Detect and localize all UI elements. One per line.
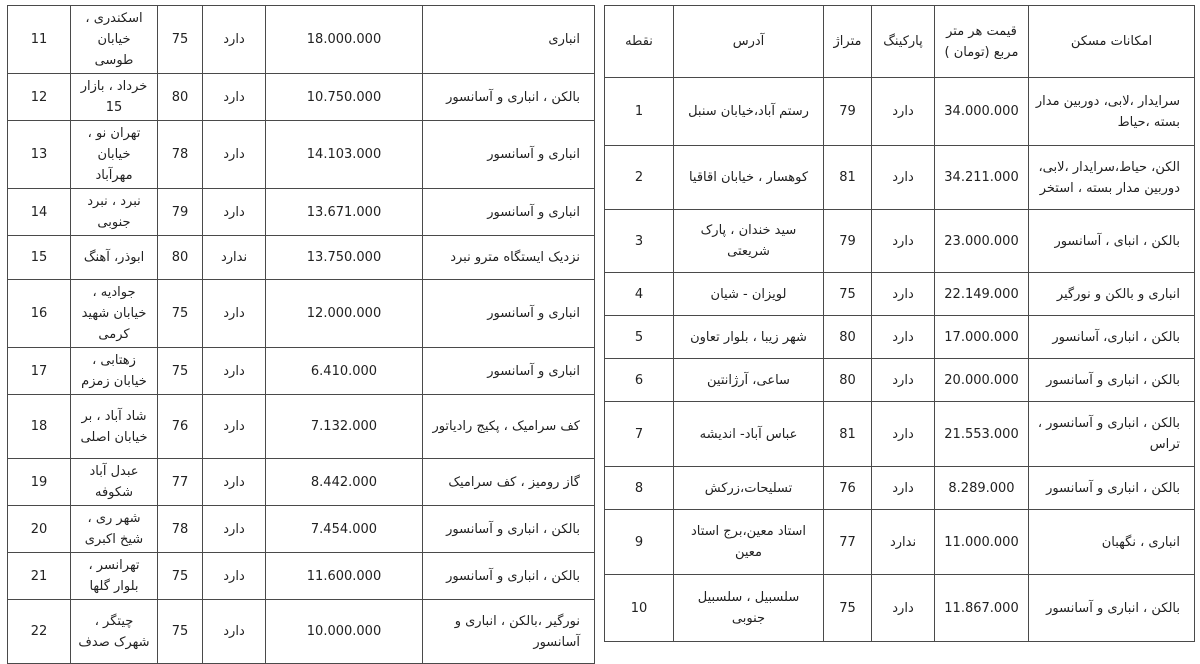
cell-price: 10.750.000	[266, 74, 423, 121]
cell-address: تهرانسر ، بلوار گلها	[71, 553, 158, 600]
cell-price: 13.671.000	[266, 189, 423, 236]
cell-point: 12	[8, 74, 71, 121]
cell-area: 75	[158, 553, 203, 600]
cell-parking: دارد	[872, 467, 935, 510]
cell-point: 20	[8, 506, 71, 553]
cell-amenities: انباری و بالکن و نورگیر	[1029, 273, 1195, 316]
cell-address: عباس آباد- اندیشه	[674, 402, 824, 467]
cell-address: چیتگر ، شهرک صدف	[71, 600, 158, 664]
table-row	[605, 210, 1195, 273]
cell-address: نبرد ، نبرد جنوبی	[71, 189, 158, 236]
cell-amenities: بالکن ، انباری و آسانسور	[1029, 575, 1195, 642]
cell-parking: ندارد	[203, 236, 266, 280]
cell-amenities: بالکن ، انباری و آسانسور	[423, 74, 595, 121]
header-address: آدرس	[674, 6, 824, 78]
cell-area: 75	[158, 6, 203, 74]
housing-table-left	[7, 5, 595, 664]
cell-area: 79	[824, 78, 872, 146]
cell-point: 19	[8, 459, 71, 506]
cell-area: 75	[158, 348, 203, 395]
cell-address: شهر ری ، شیخ اکبری	[71, 506, 158, 553]
table-row	[8, 459, 595, 506]
cell-area: 78	[158, 506, 203, 553]
cell-area: 79	[158, 189, 203, 236]
table-row	[605, 510, 1195, 575]
cell-amenities: انباری و آسانسور	[423, 348, 595, 395]
cell-point: 2	[605, 146, 674, 210]
cell-point: 15	[8, 236, 71, 280]
cell-point: 18	[8, 395, 71, 459]
header-amenities: امکانات مسکن	[1029, 6, 1195, 78]
cell-amenities: بالکن ، انباری و آسانسور	[423, 506, 595, 553]
cell-amenities: انباری ، نگهبان	[1029, 510, 1195, 575]
cell-price: 20.000.000	[935, 359, 1029, 402]
cell-address: ساعی، آرژانتین	[674, 359, 824, 402]
cell-price: 34.000.000	[935, 78, 1029, 146]
cell-price: 23.000.000	[935, 210, 1029, 273]
cell-amenities: بالکن ، انبای ، آسانسور	[1029, 210, 1195, 273]
cell-address: اسکندری ، خیابان طوسی	[71, 6, 158, 74]
cell-point: 11	[8, 6, 71, 74]
cell-parking: دارد	[203, 395, 266, 459]
cell-address: خرداد ، بازار 15	[71, 74, 158, 121]
cell-area: 79	[824, 210, 872, 273]
cell-area: 80	[158, 236, 203, 280]
cell-point: 5	[605, 316, 674, 359]
cell-parking: دارد	[203, 74, 266, 121]
table-row	[8, 236, 595, 280]
cell-parking: دارد	[872, 316, 935, 359]
cell-area: 75	[158, 280, 203, 348]
cell-area: 80	[824, 359, 872, 402]
cell-area: 80	[158, 74, 203, 121]
cell-parking: دارد	[872, 78, 935, 146]
cell-point: 14	[8, 189, 71, 236]
cell-price: 18.000.000	[266, 6, 423, 74]
header-price: قیمت هر متر مربع (تومان )	[935, 6, 1029, 78]
cell-price: 10.000.000	[266, 600, 423, 664]
cell-parking: دارد	[203, 600, 266, 664]
cell-price: 7.132.000	[266, 395, 423, 459]
cell-address: تسلیحات،زرکش	[674, 467, 824, 510]
cell-parking: دارد	[872, 359, 935, 402]
cell-price: 6.410.000	[266, 348, 423, 395]
header-area: متراژ	[824, 6, 872, 78]
cell-amenities: بالکن ، انباری و آسانسور	[1029, 359, 1195, 402]
cell-price: 21.553.000	[935, 402, 1029, 467]
cell-parking: دارد	[872, 273, 935, 316]
cell-parking: دارد	[203, 553, 266, 600]
cell-address: زهتابی ، خیابان زمزم	[71, 348, 158, 395]
table-row	[8, 121, 595, 189]
cell-point: 4	[605, 273, 674, 316]
cell-amenities: نزدیک ایستگاه مترو نبرد	[423, 236, 595, 280]
cell-amenities: نورگیر ،بالکن ، انباری و آسانسور	[423, 600, 595, 664]
cell-price: 22.149.000	[935, 273, 1029, 316]
cell-parking: دارد	[203, 280, 266, 348]
cell-area: 81	[824, 146, 872, 210]
cell-amenities: بالکن ، انباری و آسانسور	[423, 553, 595, 600]
cell-amenities: انباری و آسانسور	[423, 121, 595, 189]
cell-area: 80	[824, 316, 872, 359]
cell-price: 34.211.000	[935, 146, 1029, 210]
cell-price: 12.000.000	[266, 280, 423, 348]
cell-area: 75	[158, 600, 203, 664]
cell-point: 17	[8, 348, 71, 395]
cell-point: 1	[605, 78, 674, 146]
header-point: نقطه	[605, 6, 674, 78]
cell-amenities: انباری	[423, 6, 595, 74]
cell-area: 78	[158, 121, 203, 189]
table-row	[8, 600, 595, 664]
table-header-row	[605, 6, 1195, 78]
cell-price: 8.442.000	[266, 459, 423, 506]
cell-parking: ندارد	[872, 510, 935, 575]
cell-price: 14.103.000	[266, 121, 423, 189]
cell-parking: دارد	[203, 189, 266, 236]
cell-point: 22	[8, 600, 71, 664]
cell-amenities: کف سرامیک ، پکیج رادیاتور	[423, 395, 595, 459]
cell-address: استاد معین،برج استاد معین	[674, 510, 824, 575]
cell-parking: دارد	[203, 6, 266, 74]
cell-point: 13	[8, 121, 71, 189]
table-row	[605, 78, 1195, 146]
cell-area: 76	[158, 395, 203, 459]
cell-parking: دارد	[203, 459, 266, 506]
table-row	[8, 553, 595, 600]
cell-area: 77	[824, 510, 872, 575]
cell-area: 75	[824, 273, 872, 316]
cell-address: تهران نو ، خیابان مهرآباد	[71, 121, 158, 189]
cell-price: 17.000.000	[935, 316, 1029, 359]
cell-address: ابوذر، آهنگ	[71, 236, 158, 280]
table-row	[605, 402, 1195, 467]
housing-table-right	[604, 5, 1195, 642]
cell-address: شهر زیبا ، بلوار تعاون	[674, 316, 824, 359]
cell-point: 9	[605, 510, 674, 575]
cell-price: 11.600.000	[266, 553, 423, 600]
cell-point: 21	[8, 553, 71, 600]
table-row	[8, 395, 595, 459]
cell-amenities: انباری و آسانسور	[423, 189, 595, 236]
table-row	[8, 189, 595, 236]
cell-point: 10	[605, 575, 674, 642]
table-row	[605, 146, 1195, 210]
cell-point: 8	[605, 467, 674, 510]
cell-price: 13.750.000	[266, 236, 423, 280]
cell-parking: دارد	[203, 121, 266, 189]
cell-area: 77	[158, 459, 203, 506]
cell-point: 6	[605, 359, 674, 402]
table-row	[605, 359, 1195, 402]
cell-parking: دارد	[872, 210, 935, 273]
cell-amenities: گاز رومیز ، کف سرامیک	[423, 459, 595, 506]
cell-parking: دارد	[872, 146, 935, 210]
cell-address: سلسبیل ، سلسبیل جنوبی	[674, 575, 824, 642]
cell-price: 11.867.000	[935, 575, 1029, 642]
cell-amenities: بالکن ، انباری و آسانسور	[1029, 467, 1195, 510]
cell-parking: دارد	[872, 402, 935, 467]
cell-amenities: انباری و آسانسور	[423, 280, 595, 348]
cell-amenities: سرایدار ،لابی، دوربین مدار بسته ،حیاط	[1029, 78, 1195, 146]
cell-address: شاد آباد ، بر خیابان اصلی	[71, 395, 158, 459]
cell-price: 8.289.000	[935, 467, 1029, 510]
cell-point: 16	[8, 280, 71, 348]
table-row	[8, 348, 595, 395]
table-row	[8, 506, 595, 553]
table-row	[605, 273, 1195, 316]
header-parking: پارکینگ	[872, 6, 935, 78]
cell-area: 76	[824, 467, 872, 510]
cell-address: رستم آباد،خیابان سنبل	[674, 78, 824, 146]
cell-parking: دارد	[872, 575, 935, 642]
table-row	[605, 467, 1195, 510]
cell-price: 7.454.000	[266, 506, 423, 553]
cell-area: 81	[824, 402, 872, 467]
cell-address: عبدل آباد شکوفه	[71, 459, 158, 506]
table-row	[605, 316, 1195, 359]
cell-amenities: بالکن ، انباری و آسانسور ، تراس	[1029, 402, 1195, 467]
cell-price: 11.000.000	[935, 510, 1029, 575]
cell-amenities: الکن، حیاط،سرایدار ،لابی، دوربین مدار بسته ، استخر	[1029, 146, 1195, 210]
cell-address: کوهسار ، خیابان اقاقیا	[674, 146, 824, 210]
cell-point: 7	[605, 402, 674, 467]
cell-amenities: بالکن ، انباری، آسانسور	[1029, 316, 1195, 359]
cell-point: 3	[605, 210, 674, 273]
cell-parking: دارد	[203, 348, 266, 395]
table-row	[605, 575, 1195, 642]
table-row	[8, 74, 595, 121]
cell-area: 75	[824, 575, 872, 642]
cell-parking: دارد	[203, 506, 266, 553]
table-row	[8, 6, 595, 74]
table-row	[8, 280, 595, 348]
cell-address: جوادیه ، خیابان شهید کرمی	[71, 280, 158, 348]
cell-address: لویزان - شیان	[674, 273, 824, 316]
cell-address: سید خندان ، پارک شریعتی	[674, 210, 824, 273]
